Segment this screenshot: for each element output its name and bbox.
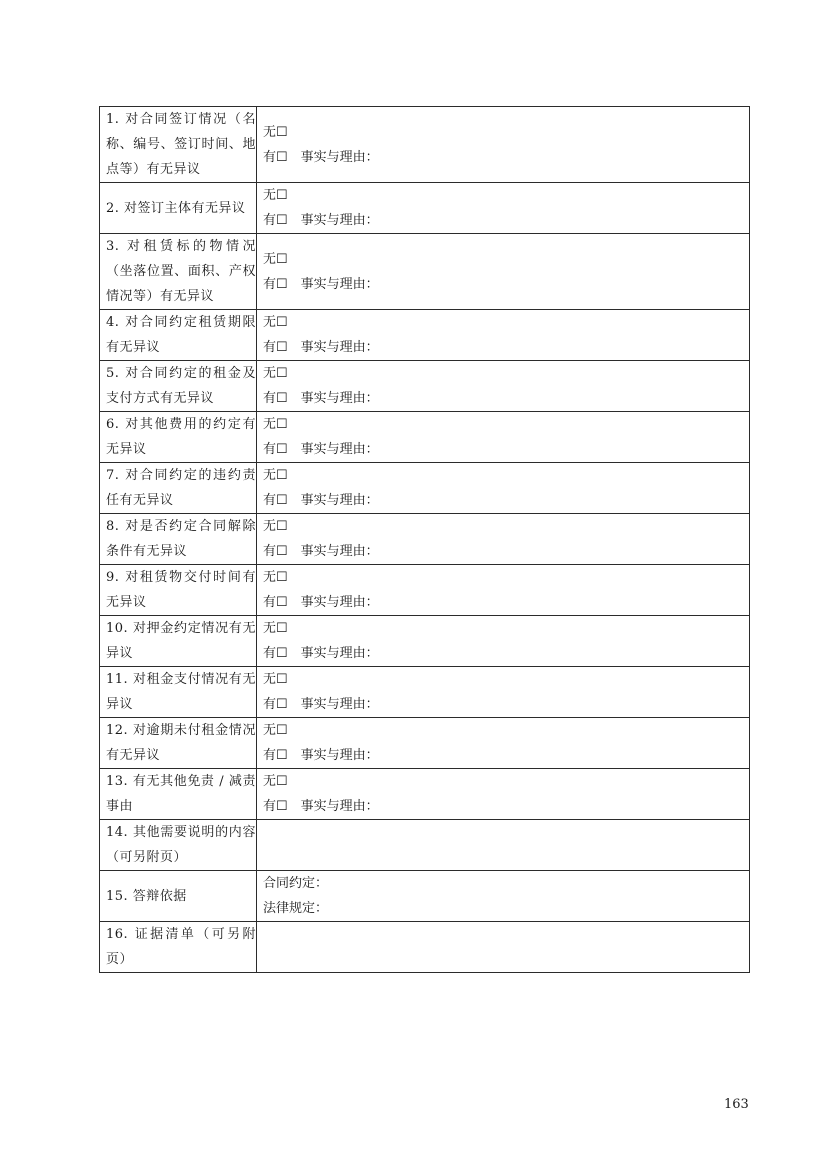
question-cell: 14. 其他需要说明的内容（可另附页）: [100, 820, 257, 871]
form-row: [100, 820, 750, 871]
form-row: [100, 234, 750, 310]
answer-cell: [257, 514, 750, 565]
form-row: [100, 361, 750, 412]
answer-cell-blank[interactable]: [257, 922, 750, 973]
question-cell: 9. 对租赁物交付时间有无异议: [100, 565, 257, 616]
option-has-reason[interactable]: 有☐ 事实与理由：: [263, 276, 379, 292]
option-none[interactable]: 无☐: [263, 366, 288, 381]
form-row: [100, 310, 750, 361]
page-number: 163: [724, 1097, 749, 1112]
form-row: [100, 769, 750, 820]
option-none[interactable]: 无☐: [263, 251, 288, 267]
answer-cell: [257, 361, 750, 412]
question-cell: 4. 对合同约定租赁期限有无异议: [100, 310, 257, 361]
form-row: [100, 463, 750, 514]
law-basis-label: 法律规定：: [263, 901, 329, 916]
option-none[interactable]: 无☐: [263, 417, 288, 432]
form-row: [100, 667, 750, 718]
option-none[interactable]: 无☐: [263, 188, 288, 203]
option-none[interactable]: 无☐: [263, 672, 288, 687]
form-row: [100, 183, 750, 234]
question-cell: 2. 对签订主体有无异议: [100, 183, 257, 234]
form-row: [100, 871, 750, 922]
option-has-reason[interactable]: 有☐ 事实与理由：: [263, 799, 379, 814]
answer-cell: [257, 234, 750, 310]
contract-basis-label: 合同约定：: [263, 876, 329, 891]
answer-cell: [257, 667, 750, 718]
option-has-reason[interactable]: 有☐ 事实与理由：: [263, 748, 379, 763]
answer-cell: [257, 412, 750, 463]
question-cell: 6. 对其他费用的约定有无异议: [100, 412, 257, 463]
option-has-reason[interactable]: 有☐ 事实与理由：: [263, 544, 379, 559]
answer-cell: [257, 718, 750, 769]
option-none[interactable]: 无☐: [263, 124, 288, 140]
form-row: [100, 616, 750, 667]
form-row: [100, 718, 750, 769]
option-has-reason[interactable]: 有☐ 事实与理由：: [263, 493, 379, 508]
option-none[interactable]: 无☐: [263, 315, 288, 330]
question-cell: 12. 对逾期未付租金情况有无异议: [100, 718, 257, 769]
answer-cell: [257, 463, 750, 514]
option-none[interactable]: 无☐: [263, 468, 288, 483]
answer-cell: [257, 565, 750, 616]
option-has-reason[interactable]: 有☐ 事实与理由：: [263, 697, 379, 712]
answer-cell: [257, 107, 750, 183]
answer-cell: [257, 769, 750, 820]
answer-cell: [257, 616, 750, 667]
option-has-reason[interactable]: 有☐ 事实与理由：: [263, 213, 379, 228]
question-cell: 1. 对合同签订情况（名称、编号、签订时间、地点等）有无异议: [100, 107, 257, 183]
answer-cell: [257, 871, 750, 922]
question-cell: 11. 对租金支付情况有无异议: [100, 667, 257, 718]
answer-cell: [257, 183, 750, 234]
option-none[interactable]: 无☐: [263, 519, 288, 534]
question-cell: 3. 对租赁标的物情况（坐落位置、面积、产权情况等）有无异议: [100, 234, 257, 310]
answer-cell-blank[interactable]: [257, 820, 750, 871]
option-has-reason[interactable]: 有☐ 事实与理由：: [263, 340, 379, 355]
answer-cell: [257, 310, 750, 361]
option-none[interactable]: 无☐: [263, 570, 288, 585]
option-has-reason[interactable]: 有☐ 事实与理由：: [263, 442, 379, 457]
option-has-reason[interactable]: 有☐ 事实与理由：: [263, 391, 379, 406]
option-none[interactable]: 无☐: [263, 774, 288, 789]
option-has-reason[interactable]: 有☐ 事实与理由：: [263, 595, 379, 610]
question-cell: 5. 对合同约定的租金及支付方式有无异议: [100, 361, 257, 412]
form-row: [100, 514, 750, 565]
question-cell: 16. 证据清单（可另附页）: [100, 922, 257, 973]
question-cell: 15. 答辩依据: [100, 871, 257, 922]
form-row: [100, 565, 750, 616]
question-cell: 10. 对押金约定情况有无异议: [100, 616, 257, 667]
option-has-reason[interactable]: 有☐ 事实与理由：: [263, 646, 379, 661]
question-cell: 8. 对是否约定合同解除条件有无异议: [100, 514, 257, 565]
question-cell: 13. 有无其他免责 / 减责事由: [100, 769, 257, 820]
form-row: [100, 107, 750, 183]
question-cell: 7. 对合同约定的违约责任有无异议: [100, 463, 257, 514]
form-row: [100, 412, 750, 463]
option-has-reason[interactable]: 有☐ 事实与理由：: [263, 149, 379, 165]
option-none[interactable]: 无☐: [263, 723, 288, 738]
defense-form-table: [99, 106, 750, 973]
form-row: [100, 922, 750, 973]
option-none[interactable]: 无☐: [263, 621, 288, 636]
